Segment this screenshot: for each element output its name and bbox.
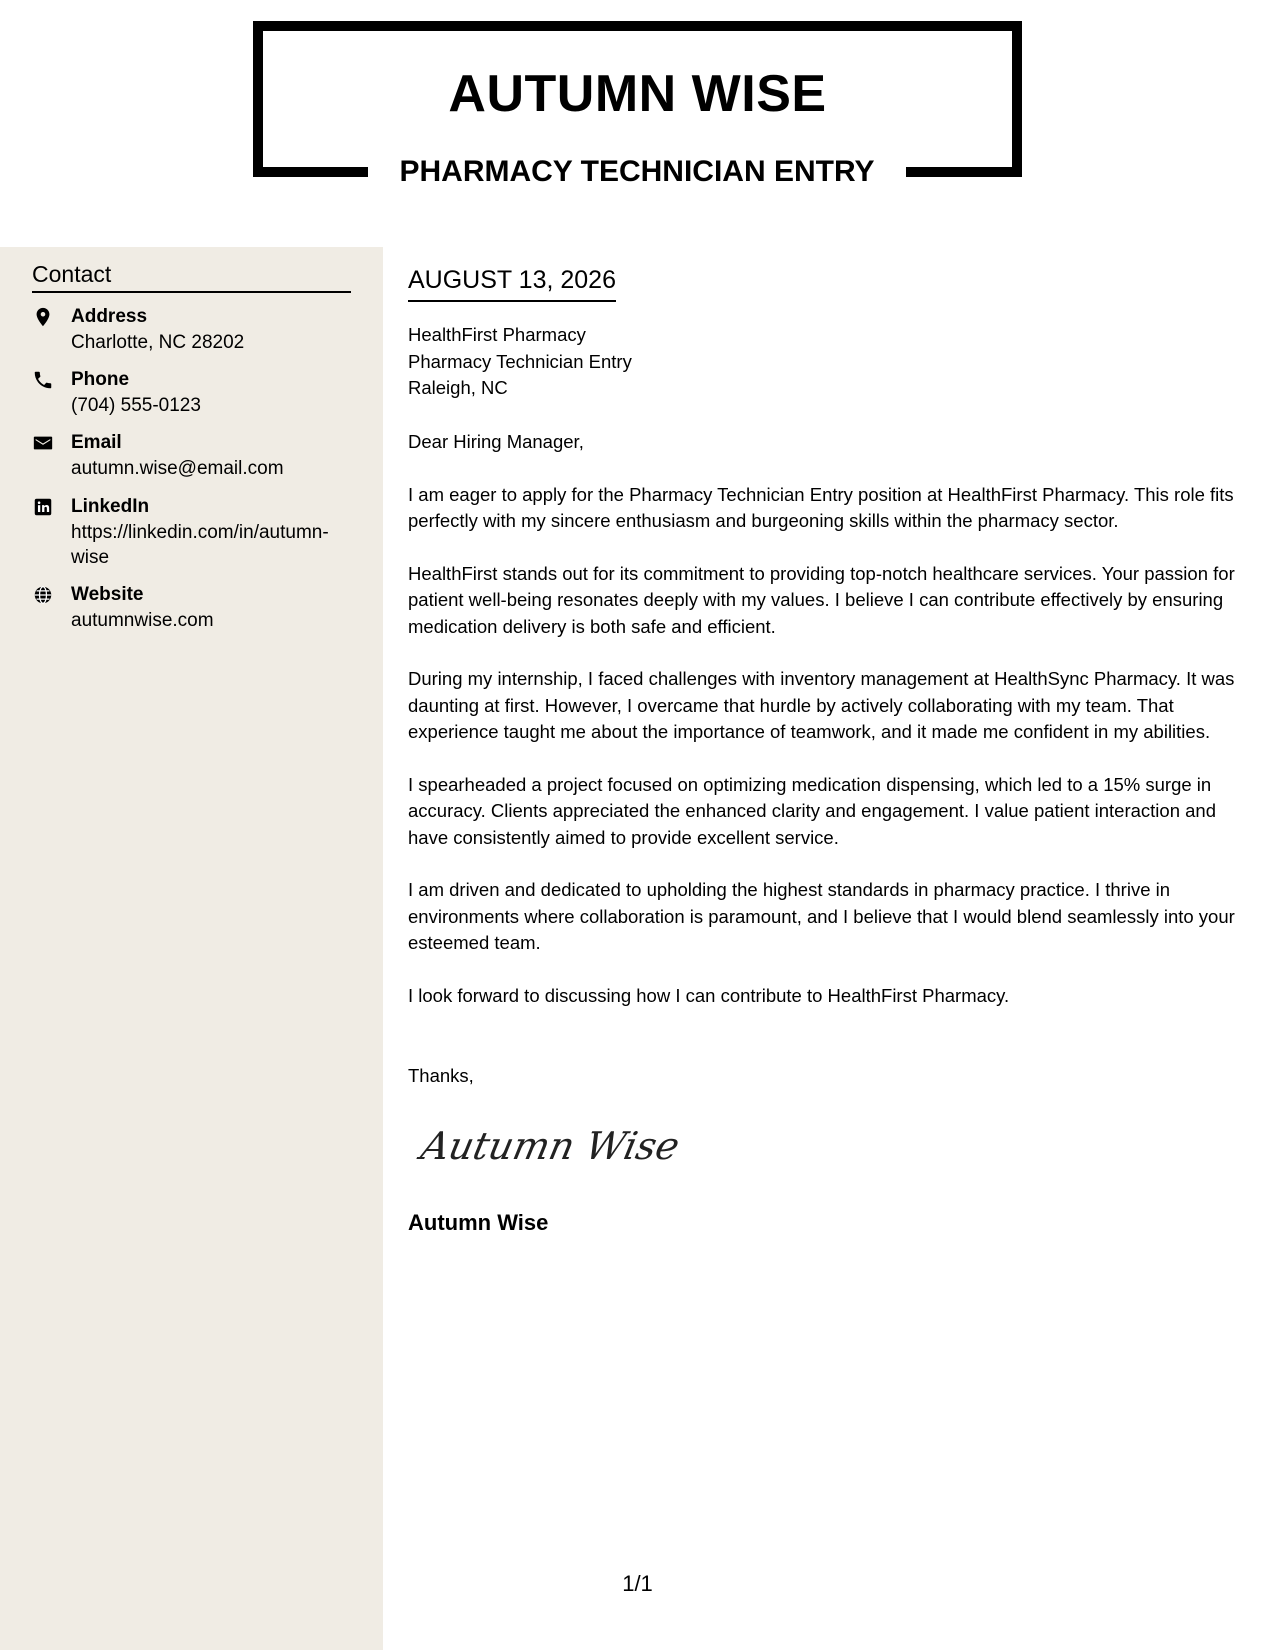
salutation: Dear Hiring Manager, [408, 431, 584, 452]
recipient-block [408, 322, 632, 402]
page-number: 1/1 [622, 1571, 653, 1596]
globe-icon [32, 584, 58, 606]
signature-image: Autumn Wise [417, 1124, 684, 1168]
applicant-name: AUTUMN WISE [448, 65, 827, 123]
phone-icon [32, 369, 58, 391]
paragraph: I look forward to discussing how I can contribute to HealthFirst Pharmacy. [408, 984, 1010, 1006]
phone-value: (704) 555-0123 [71, 395, 201, 416]
paragraph: HealthFirst stands out for its commitment to providing top-notch healthcare services. Your passion for patient well-being resonates deeply with my values. I believe I can contribute effectively by ensuring medication delivery is both safe and efficient. [408, 562, 1235, 637]
contact-label: LinkedIn [71, 496, 150, 517]
paragraph: I am eager to apply for the Pharmacy Technician Entry position at HealthFirst Pharmacy. This role fits perfectly with my sincere enthusiasm and burgeoning skills within the pharmacy sector. [408, 483, 1234, 531]
contact-label: Address [71, 306, 148, 327]
recipient-position: Pharmacy Technician Entry [408, 350, 632, 372]
signer-name: Autumn Wise [408, 1210, 549, 1235]
letter-date: AUGUST 13, 2026 [408, 264, 616, 302]
linkedin-icon [32, 496, 58, 518]
contact-label: Email [71, 432, 122, 453]
envelope-icon [32, 432, 58, 454]
contact-label: Website [71, 584, 144, 605]
map-pin-icon [32, 306, 58, 328]
contact-label: Phone [71, 369, 130, 390]
email-value: autumn.wise@email.com [71, 458, 284, 479]
recipient-company: HealthFirst Pharmacy [408, 324, 586, 345]
letter-body [408, 429, 1253, 1035]
recipient-location: Raleigh, NC [408, 377, 508, 398]
closing: Thanks, [408, 1065, 474, 1086]
paragraph: I spearheaded a project focused on optimizing medication dispensing, which led to a 15% surge in accuracy. Clients appreciated the enhanced clarity and engagement. I value patient interaction and have consistently aimed to provide excellent service. [408, 773, 1217, 848]
paragraph: I am driven and dedicated to upholding the highest standards in pharmacy practice. I thrive in environments where collaboration is paramount, and I believe that I would blend seamlessly into your esteemed team. [408, 879, 1235, 953]
paragraph: During my internship, I faced challenges with inventory management at HealthSync Pharmacy. It was daunting at first. However, I overcame that hurdle by actively collaborating with my team. That experience taught me about the importance of teamwork, and it made me confident in my abilities. [408, 668, 1235, 742]
linkedin-value[interactable]: https://linkedin.com/in/autumn-wise [71, 522, 329, 568]
contact-heading: Contact [32, 259, 351, 293]
job-title: PHARMACY TECHNICIAN ENTRY [399, 155, 875, 188]
address-value: Charlotte, NC 28202 [71, 332, 245, 353]
website-value[interactable]: autumnwise.com [71, 610, 214, 631]
